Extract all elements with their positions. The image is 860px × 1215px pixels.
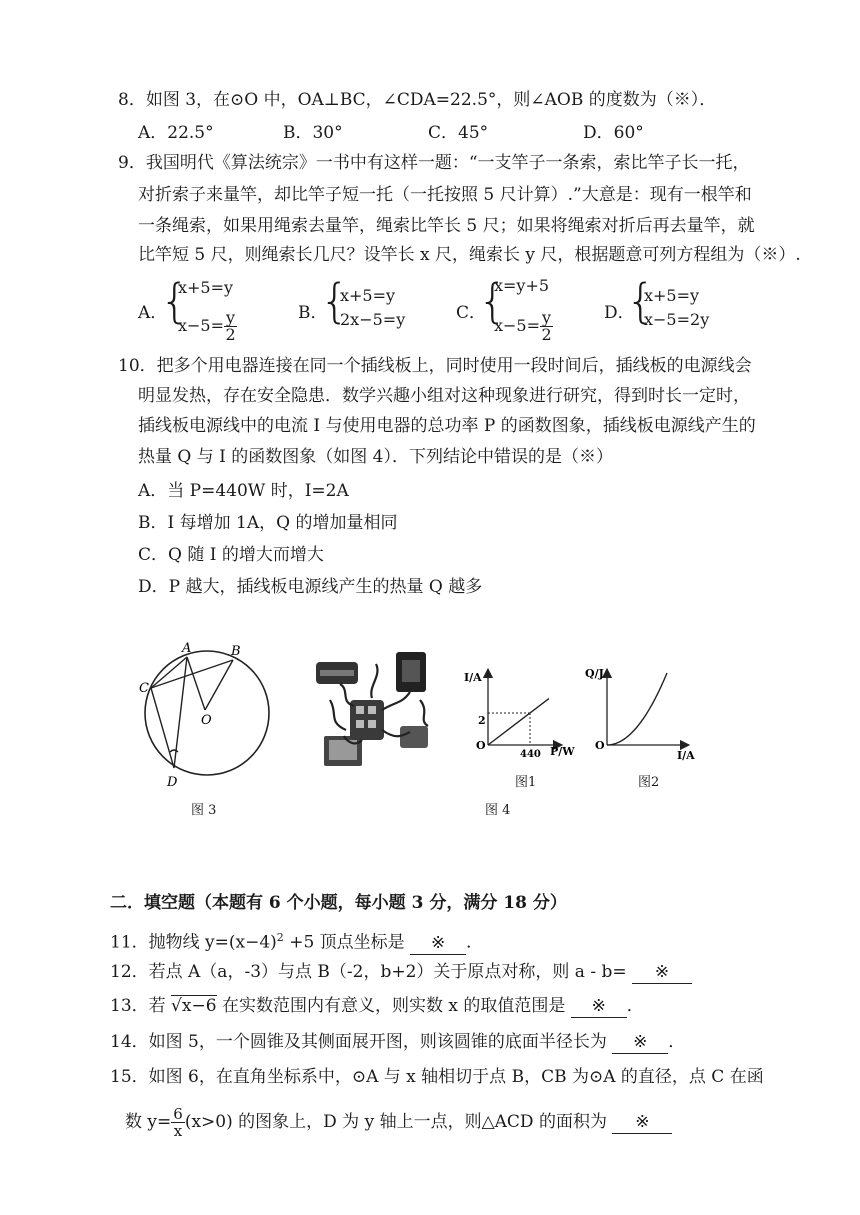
q15-answer-blank[interactable]: ※ (612, 1111, 672, 1134)
q15-line-2 (125, 1106, 672, 1139)
numerator: y (542, 308, 552, 327)
equation-2 (494, 310, 553, 343)
q8-stem: 8．如图 3，在⊙O 中，OA⊥BC，∠CDA=22.5°，则∠AOB 的度数为（※）． (118, 90, 717, 110)
q14-text: 14．如图 5，一个圆锥及其侧面展开图，则该圆锥的底面半径长为 (110, 1032, 613, 1052)
segment-ad (174, 657, 187, 768)
q8-option-c: C．45° (428, 123, 489, 143)
equation-2: x−5=2y (644, 310, 710, 329)
q12-answer-blank[interactable]: ※ (632, 961, 692, 984)
y-axis-label: Q/J (585, 667, 604, 680)
q10-option-b: B．I 每增加 1A，Q 的增加量相同 (138, 513, 398, 533)
q12 (110, 961, 692, 984)
label-o: O (201, 713, 212, 728)
equation-2-left: x−5= (494, 316, 541, 335)
option-letter: B． (298, 303, 328, 323)
q10-line-4: 热量 Q 与 I 的函数图象（如图 4）．下列结论中错误的是（※） (138, 447, 613, 467)
q15-fraction (171, 1106, 185, 1139)
equation-2-left: x−5= (178, 316, 225, 335)
q9-line-4: 比竿短 5 尺，则绳索长几尺？设竿长 x 尺，绳索长 y 尺，根据题意可列方程组为（※）. (138, 245, 801, 265)
numerator: 6 (173, 1105, 183, 1123)
label-a: A (182, 641, 192, 656)
q11-end: ． (466, 932, 484, 953)
q11 (110, 927, 483, 955)
q10-line-2: 明显发热，存在安全隐患．数学兴趣小组对这种现象进行研究，得到时长一定时， (138, 386, 750, 406)
angle-mark (170, 750, 178, 752)
fraction (224, 310, 237, 343)
q8-option-b: B．30° (283, 123, 343, 143)
denominator: x (173, 1122, 183, 1140)
graph-2-heat-vs-current (585, 665, 695, 785)
equation-1: x=y+5 (494, 276, 550, 295)
power-strip-icon (350, 700, 384, 740)
equation-1: x+5=y (644, 286, 700, 305)
q14-end: ． (668, 1032, 686, 1052)
q13 (110, 995, 644, 1018)
q12-text: 12．若点 A（a，-3）与点 B（-2，b+2）关于原点对称，则 a - b= (110, 962, 633, 982)
q11-text: 11．抛物线 y=(x−4) (110, 932, 277, 953)
equation-2 (178, 310, 237, 343)
brace: { (160, 274, 190, 328)
sqrt-radical (171, 995, 217, 1016)
q10-line-3: 插线板电源线中的电流 I 与使用电器的总功率 P 的函数图象，插线板电源线产生的 (138, 416, 756, 436)
option-letter: D． (604, 303, 635, 323)
q14 (110, 1031, 685, 1054)
q8-option-a: A．22.5° (138, 123, 214, 143)
q10-line-1: 10．把多个用电器连接在同一个插线板上，同时使用一段时间后，插线板的电源线会 (118, 356, 752, 376)
q13-end: ． (626, 996, 644, 1016)
q11-text-2: +5 顶点坐标是 (283, 932, 411, 953)
brace: { (320, 274, 350, 328)
y-axis-label: I/A (464, 671, 482, 684)
segment-ao (187, 657, 205, 710)
segment-cb (151, 660, 233, 688)
figure-3-caption: 图 3 (191, 803, 217, 818)
q9-line-3: 一条绳索，如果用绳索去量竿，绳索比竿长 5 尺；如果将绳索对折后再去量竿，就 (138, 216, 755, 236)
segment-ca (151, 657, 187, 688)
q9-line-2: 对折索子来量竿，却比竿子短一托（一托按照 5 尺计算）.”大意是：现有一根竿和 (138, 185, 752, 205)
equation-1: x+5=y (340, 286, 396, 305)
kettle-icon (400, 726, 428, 748)
q14-answer-blank[interactable]: ※ (612, 1031, 668, 1054)
q10-option-d: D．P 越大，插线板电源线产生的热量 Q 越多 (138, 577, 483, 597)
fraction (540, 310, 553, 343)
q9-line-1: 9．我国明代《算法统宗》一书中有这样一题：“一支竿子一条索，索比竿子长一托， (118, 153, 750, 173)
q10-option-a: A．当 P=440W 时，I=2A (138, 481, 349, 501)
figure-3-circle (130, 640, 290, 800)
graph-2-caption: 图2 (638, 775, 660, 790)
equation-2: 2x−5=y (340, 310, 406, 329)
q13-answer-blank[interactable]: ※ (571, 995, 627, 1018)
series-curve (607, 673, 667, 745)
q11-answer-blank[interactable]: ※ (410, 932, 466, 955)
x-tick-label: 440 (520, 749, 541, 760)
denominator: 2 (225, 325, 236, 344)
equation-1: x+5=y (178, 278, 234, 297)
q15-text: 数 y= (125, 1112, 172, 1132)
option-letter: C． (456, 303, 487, 323)
origin-label: O (476, 739, 486, 752)
x-axis-label: I/A (677, 749, 695, 762)
sqrt-icon: √ (171, 996, 182, 1016)
y-tick-label: 2 (478, 714, 486, 727)
numerator: y (226, 308, 236, 327)
graph-1-caption: 图1 (515, 775, 537, 790)
section-2-title: 二．填空题（本题有 6 个小题，每小题 3 分，满分 18 分） (110, 893, 567, 913)
figure-4-appliances-illustration (310, 640, 450, 780)
origin-label: O (595, 739, 605, 752)
q11-exponent: 2 (276, 931, 284, 944)
q13-text-2: 在实数范围内有意义，则实数 x 的取值范围是 (216, 996, 571, 1016)
brace: { (626, 274, 656, 328)
label-d: D (167, 775, 178, 790)
label-c: C (139, 681, 149, 696)
q10-option-c: C．Q 随 I 的增大而增大 (138, 545, 324, 565)
label-b: B (231, 644, 241, 659)
series-line (488, 699, 549, 745)
q13-text: 13．若 (110, 996, 172, 1016)
q15-text-2: (x>0) 的图象上，D 为 y 轴上一点，则△ACD 的面积为 (184, 1112, 613, 1132)
brace: { (478, 274, 508, 328)
radicand: x−6 (181, 996, 217, 1016)
option-letter: A． (138, 303, 168, 323)
figure-4-caption: 图 4 (485, 803, 511, 818)
q8-option-d: D．60° (583, 123, 644, 143)
graph-1-current-vs-power (460, 665, 575, 785)
denominator: 2 (541, 325, 552, 344)
q15-line-1: 15．如图 6，在直角坐标系中，⊙A 与 x 轴相切于点 B，CB 为⊙A 的直径，点 C 在函 (110, 1067, 764, 1087)
x-axis-label: P/W (550, 745, 575, 758)
